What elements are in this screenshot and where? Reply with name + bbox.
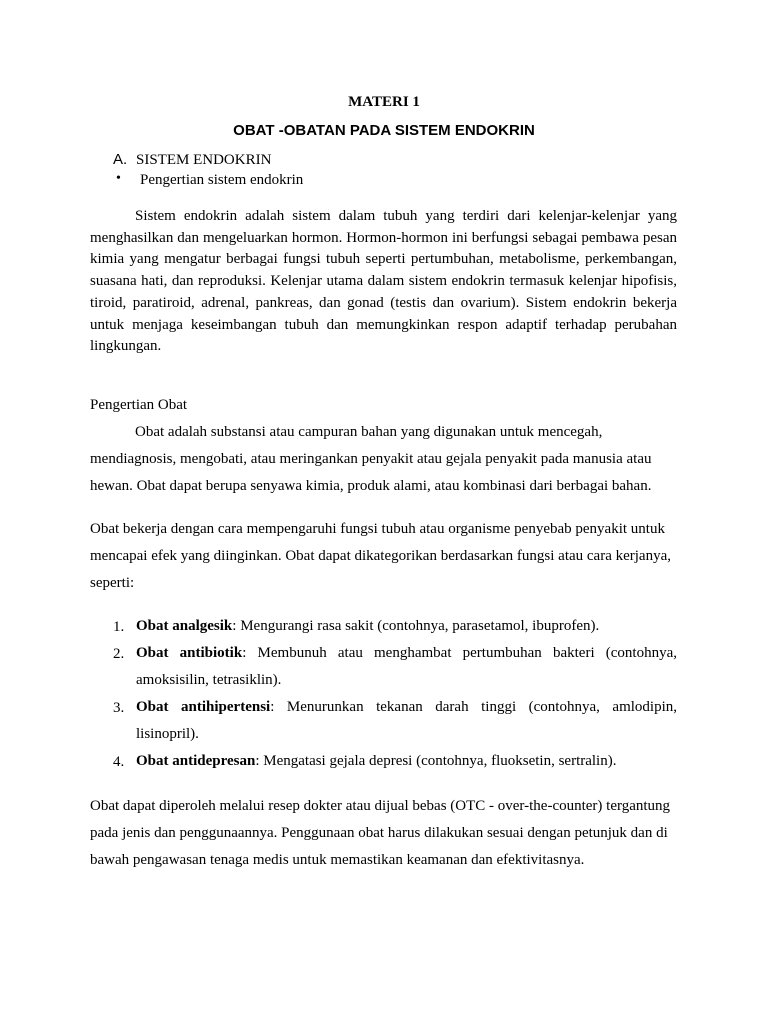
list-number: 2. [113,646,125,662]
bullet-icon: • [116,171,121,186]
list-description: : Membunuh atau menghambat pertumbuhan bakteri (contohnya, amoksisilin, tetrasiklin). [136,645,678,688]
paragraph-line: bawah pengawasan tenaga medis untuk memastikan keamanan dan efektivitasnya. [90,852,585,868]
document-subtitle: OBAT -OBATAN PADA SISTEM ENDOKRIN [233,122,535,139]
list-item-body [136,640,677,694]
paragraph-line: Obat dapat diperoleh melalui resep dokter atau dijual bebas (OTC - over-the-counter) tergantung [90,798,671,814]
list-number: 3. [113,700,125,716]
list-term: Obat antidepresan [136,753,256,769]
list-term: Obat antihipertensi [136,699,271,715]
list-item-body [136,613,677,640]
list-description: : Mengurangi rasa sakit (contohnya, parasetamol, ibuprofen). [232,618,600,634]
document-title: MATERI 1 [348,94,420,110]
heading-pengertian-obat: Pengertian Obat [90,397,188,413]
paragraph-line: hewan. Obat dapat berupa senyawa kimia, produk alami, atau kombinasi dari berbagai bahan. [90,478,652,494]
paragraph-sistem-endokrin [90,206,677,358]
bullet-item: Pengertian sistem endokrin [140,172,304,188]
list-term: Obat antibiotik [136,645,243,661]
paragraph-line: pada jenis dan penggunaannya. Penggunaan obat harus dilakukan sesuai dengan petunjuk dan di [90,825,668,841]
list-item-body [136,748,677,775]
paragraph-line: Obat bekerja dengan cara mempengaruhi fungsi tubuh atau organisme penyebab penyakit untuk [90,521,665,537]
list-number: 1. [113,619,125,635]
paragraph-line: seperti: [90,575,135,591]
section-letter: A. [113,151,128,168]
list-description: : Mengatasi gejala depresi (contohnya, fluoksetin, sertralin). [255,753,617,769]
paragraph-text: Sistem endokrin adalah sistem dalam tubuh yang terdiri dari kelenjar-kelenjar yang menghasilkan dan mengeluarkan hormon. Hormon-hormon ini berfungsi sebagai pembawa pesan kimia yang mengatur berbagai fungsi tubuh seperti pertumbuhan, metabolisme, perkembangan, suasana hati, dan reproduksi. Kelenjar utama dalam sistem endokrin termasuk kelenjar hipofisis, tiroid, paratiroid, adrenal, pankreas, dan gonad (testis dan ovarium). Sistem endokrin bekerja untuk menjaga keseimbangan tubuh dan memungkinkan respon adaptif terhadap perubahan lingkungan. [90,208,677,355]
list-item-body [136,694,677,748]
paragraph-line: mendiagnosis, mengobati, atau meringankan penyakit atau gejala penyakit pada manusia atau [90,451,652,467]
paragraph-line: Obat adalah substansi atau campuran bahan yang digunakan untuk mencegah, [135,424,603,440]
list-description: : Menurunkan tekanan darah tinggi (contohnya, amlodipin, lisinopril). [136,699,677,742]
list-number: 4. [113,754,125,770]
paragraph-line: mencapai efek yang diinginkan. Obat dapat dikategorikan berdasarkan fungsi atau cara kerjanya, [90,548,672,564]
list-term: Obat analgesik [136,618,233,634]
section-title: SISTEM ENDOKRIN [136,152,272,168]
